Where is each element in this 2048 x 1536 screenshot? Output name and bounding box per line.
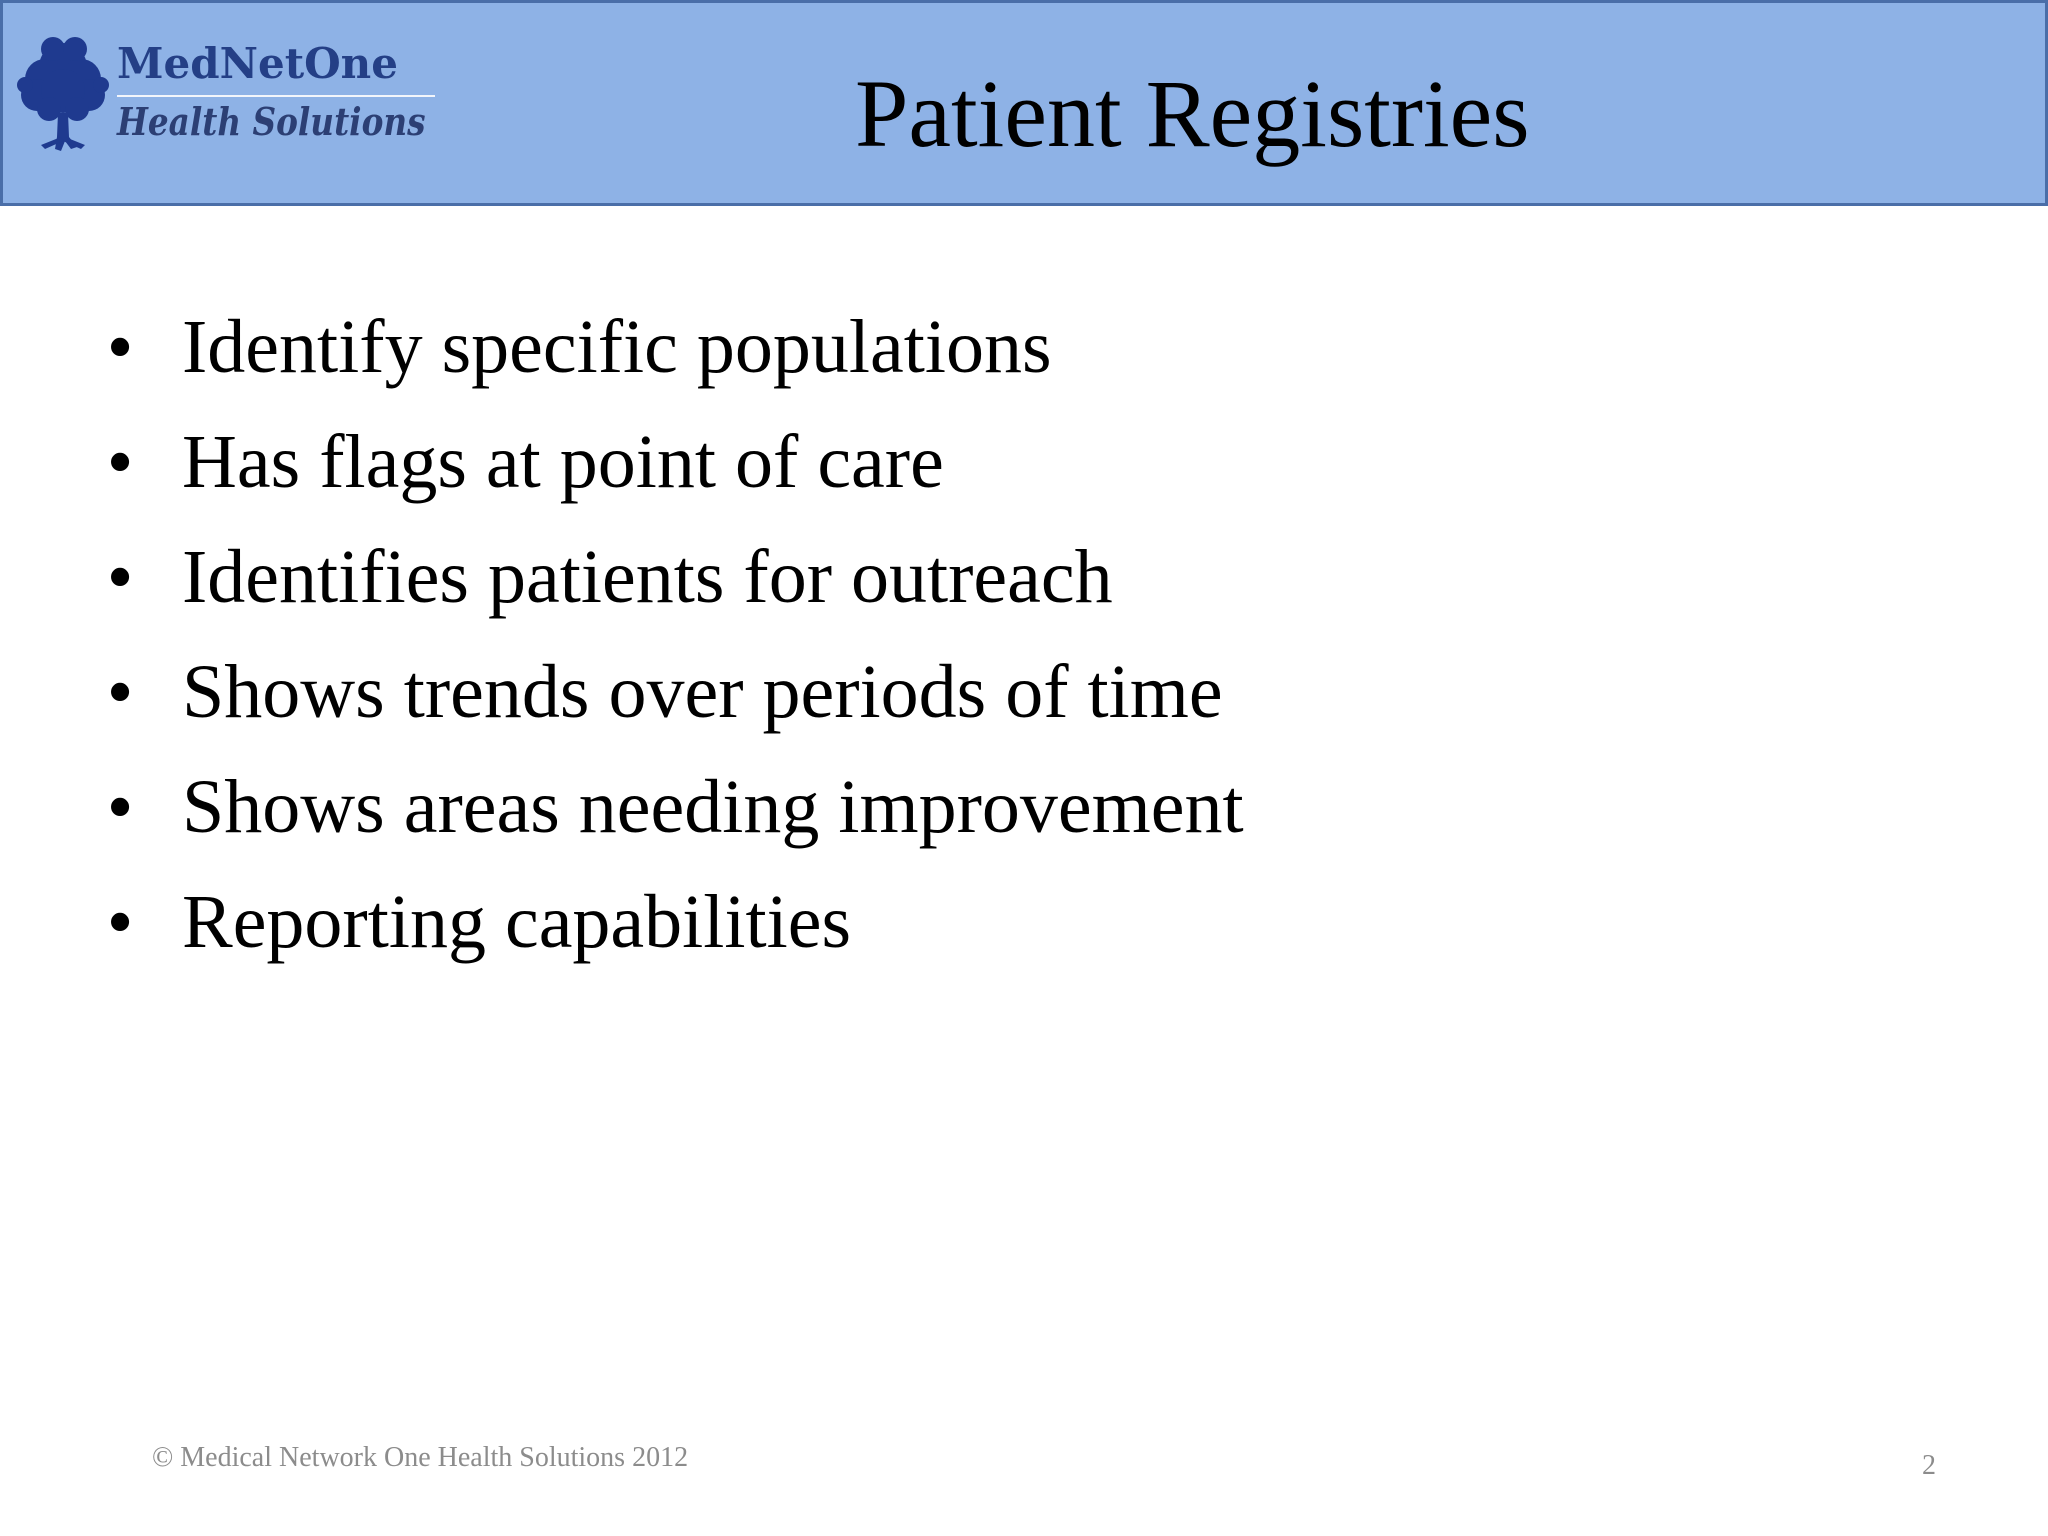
bullet-text: Has flags at point of care (182, 420, 944, 504)
logo-tagline: Health Solutions (117, 99, 426, 144)
page-number: 2 (1922, 1450, 1936, 1481)
logo-name: MedNetOne (117, 39, 398, 88)
logo-divider (117, 95, 435, 97)
bullet-icon: • (106, 420, 134, 504)
company-logo (17, 33, 437, 157)
header-bar (0, 0, 2048, 206)
bullet-text: Identify specific populations (182, 305, 1052, 389)
bullet-icon: • (106, 650, 134, 734)
bullet-text: Identifies patients for outreach (182, 535, 1113, 619)
bullet-icon: • (106, 305, 134, 389)
bullet-text: Reporting capabilities (182, 880, 852, 964)
slide-title: Patient Registries (855, 60, 1530, 167)
bullet-text: Shows trends over periods of time (182, 650, 1223, 734)
tree-icon (17, 33, 109, 157)
bullet-icon: • (106, 880, 134, 964)
bullet-icon: • (106, 535, 134, 619)
bullet-text: Shows areas needing improvement (182, 765, 1244, 849)
bullet-icon: • (106, 765, 134, 849)
footer-copyright: © Medical Network One Health Solutions 2012 (152, 1442, 689, 1473)
